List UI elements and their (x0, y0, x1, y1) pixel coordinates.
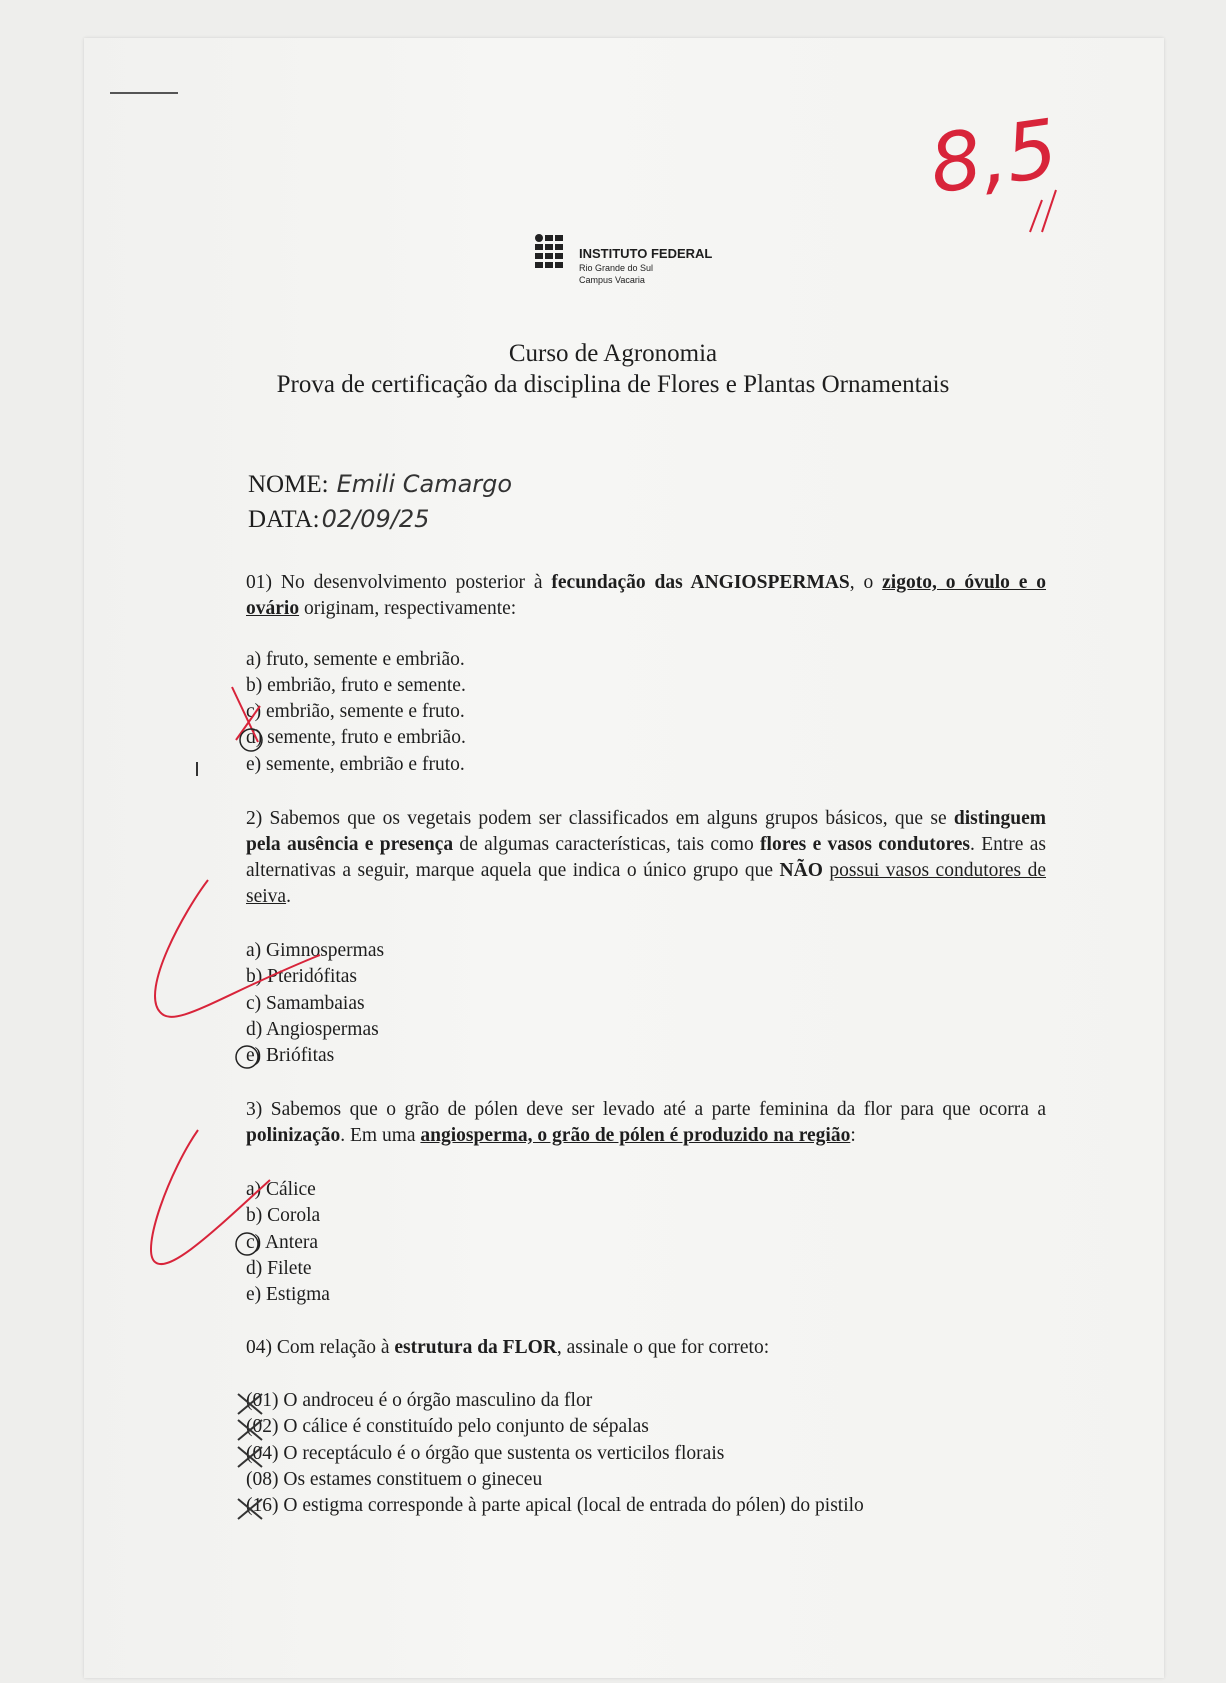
q2-option-d: d) Angiospermas (246, 1019, 379, 1040)
grade: 8,5 (924, 101, 1064, 212)
name-label: NOME: (248, 471, 329, 498)
q3-option-c: c) Antera (246, 1232, 319, 1253)
q4-option-04: (04) O receptáculo é o órgão que sustenta os verticilos florais (246, 1443, 725, 1464)
q1-option-c: c) embrião, semente e fruto. (246, 701, 465, 722)
q4-mark-02 (238, 1420, 262, 1440)
q2-answer-circle (236, 1046, 258, 1068)
date-label: DATA: (248, 506, 320, 533)
q1-option-b: b) embrião, fruto e semente. (246, 675, 466, 696)
logo-campus: Campus Vacaria (579, 275, 645, 285)
question-4: 04) Com relação à estrutura da FLOR, assinale o que for correto: (246, 1337, 770, 1358)
q3-option-e: e) Estigma (246, 1284, 330, 1305)
q4-mark-16 (238, 1499, 262, 1519)
q2-option-e: e) Briófitas (246, 1045, 335, 1066)
question-3: 3) Sabemos que o grão de pólen deve ser levado até a parte feminina da flor para que ocorra a polinização. Em uma angiosperma, o grão de pólen é produzido na região: (246, 1099, 1046, 1146)
q1-wrong-mark (232, 687, 260, 742)
q3-option-a: a) Cálice (246, 1179, 316, 1200)
q3-option-b: b) Corola (246, 1205, 321, 1226)
q1-option-e: e) semente, embrião e fruto. (246, 754, 465, 775)
exam-date: 02/09/25 (321, 505, 430, 533)
q1-option-d: d) semente, fruto e embrião. (246, 727, 466, 748)
q3-answer-circle (236, 1233, 258, 1255)
logo-institution: INSTITUTO FEDERAL (579, 246, 713, 261)
q2-option-b: b) Pteridófitas (246, 966, 358, 987)
q4-option-16: (16) O estigma corresponde à parte apical (local de entrada do pólen) do pistilo (246, 1495, 864, 1516)
q4-mark-01 (238, 1394, 262, 1414)
q4-mark-04 (238, 1447, 262, 1467)
q2-correct-mark (155, 880, 320, 1017)
grade-slashes (1030, 190, 1056, 232)
q4-option-02: (02) O cálice é constituído pelo conjunto de sépalas (246, 1416, 649, 1437)
question-1: 01) No desenvolvimento posterior à fecundação das ANGIOSPERMAS, o zigoto, o óvulo e o ovário originam, respectivamente: (246, 572, 1047, 619)
q4-option-01: (01) O androceu é o órgão masculino da flor (246, 1390, 593, 1411)
exam-title: Prova de certificação da disciplina de Flores e Plantas Ornamentais (276, 371, 950, 398)
q2-option-a: a) Gimnospermas (246, 940, 385, 961)
q3-correct-mark (151, 1130, 270, 1264)
q1-answer-circle (240, 729, 262, 751)
logo-state: Rio Grande do Sul (579, 263, 654, 273)
question-2: 2) Sabemos que os vegetais podem ser classificados em alguns grupos básicos, que se distinguem pela ausência e presença de algumas características, tais como flores e vasos condutores. Entre as alternativas a seguir, marque aquela que indica o único grupo que NÃO possui vasos condutores de seiva. (246, 808, 1047, 907)
q1-option-a: a) fruto, semente e embrião. (246, 649, 465, 670)
student-name: Emili Camargo (336, 470, 513, 498)
course-title: Curso de Agronomia (508, 340, 718, 367)
q2-option-c: c) Samambaias (246, 993, 365, 1014)
q4-option-08: (08) Os estames constituem o gineceu (246, 1469, 543, 1490)
q3-option-d: d) Filete (246, 1258, 312, 1279)
